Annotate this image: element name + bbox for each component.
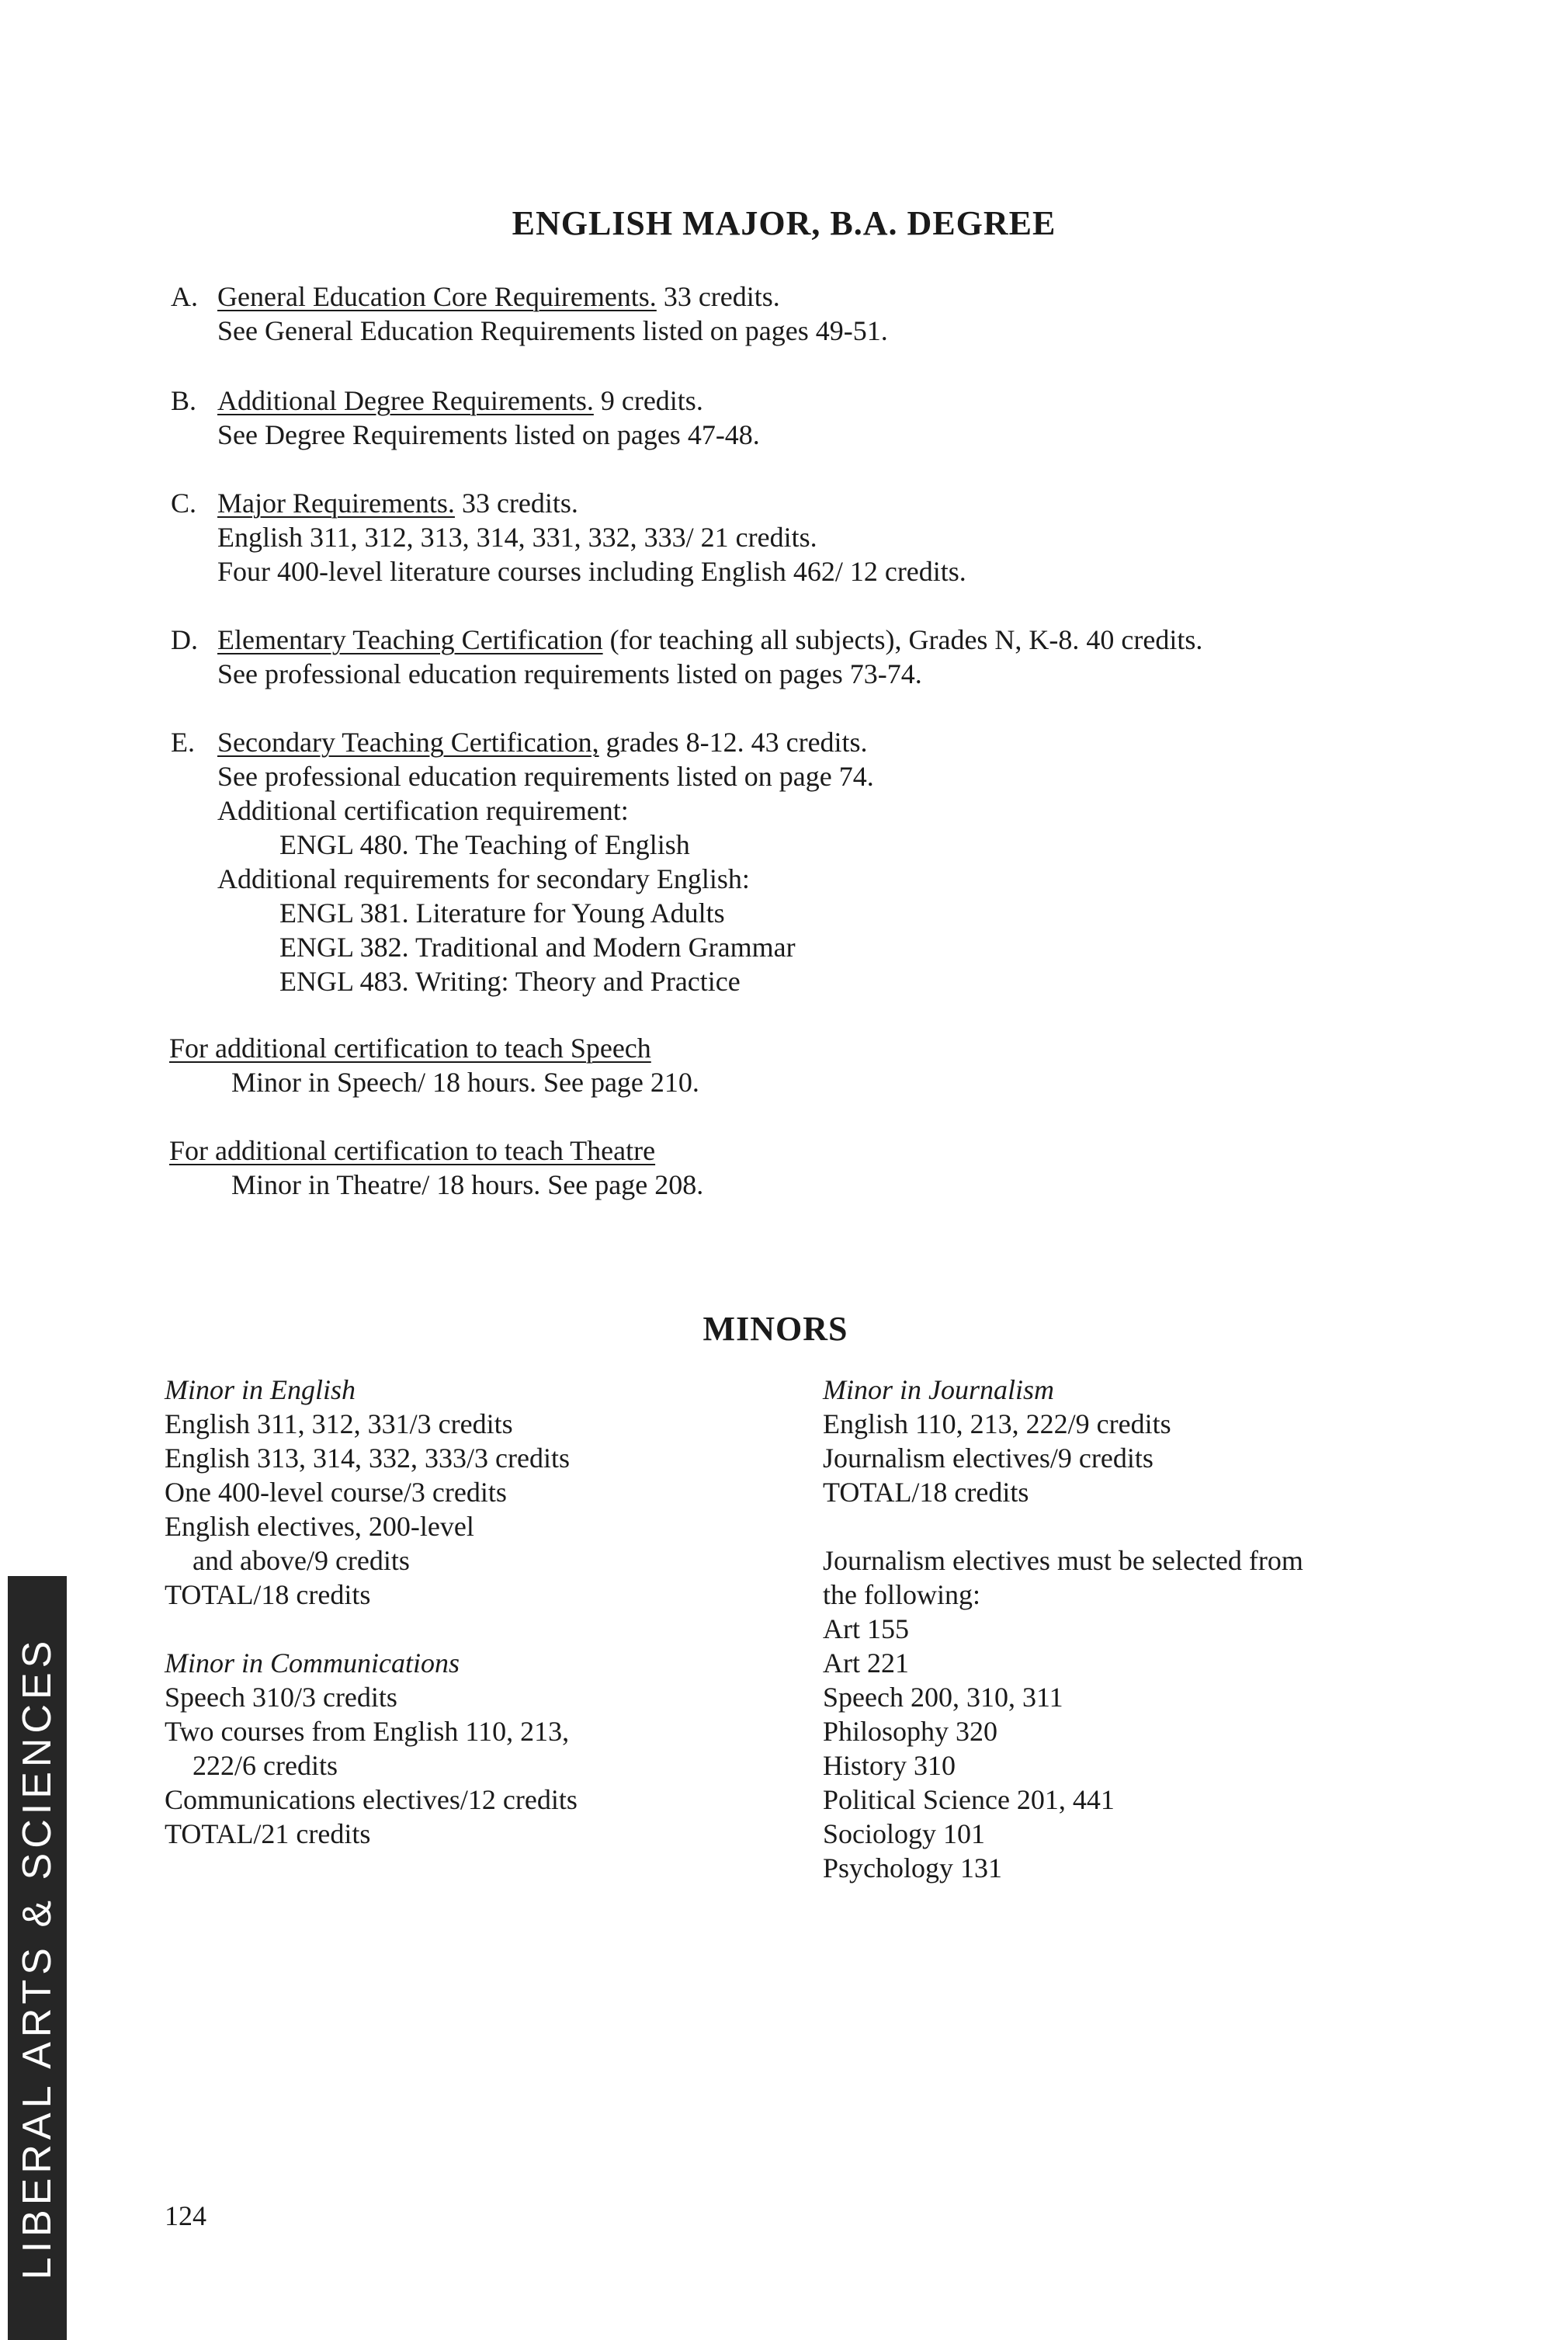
sidebar-label: LIBERAL ARTS & SCIENCES — [15, 1636, 60, 2280]
section-heading: Elementary Teaching Certification — [217, 624, 603, 655]
section-heading-rest: (for teaching all subjects), Grades N, K-8. 40 credits. — [602, 624, 1203, 655]
course-line: ENGL 483. Writing: Theory and Practice — [279, 966, 741, 997]
minors-title: MINORS — [702, 1310, 848, 1348]
course-line: ENGL 480. The Teaching of English — [279, 829, 690, 860]
section-letter: A. — [171, 281, 198, 312]
certification-heading: For additional certification to teach Speech — [169, 1033, 651, 1064]
minor-line: and above/9 credits — [193, 1545, 410, 1576]
elective-item: Art 221 — [823, 1647, 909, 1679]
minor-title: Minor in English — [165, 1374, 356, 1405]
section-letter: B. — [171, 385, 197, 416]
section-letter: D. — [171, 624, 198, 655]
elective-item: Political Science 201, 441 — [823, 1784, 1115, 1815]
section-heading: Additional Degree Requirements. — [217, 385, 594, 416]
certification-line: Minor in Theatre/ 18 hours. See page 208. — [231, 1169, 704, 1200]
section-heading: Major Requirements. — [217, 488, 455, 519]
minor-line: Communications electives/12 credits — [165, 1784, 578, 1815]
minors-left-column — [165, 1373, 578, 1851]
course-line: ENGL 382. Traditional and Modern Grammar — [279, 932, 796, 963]
minor-total: TOTAL/18 credits — [823, 1477, 1029, 1508]
section-heading-rest: 33 credits. — [454, 488, 578, 519]
minor-line: English 313, 314, 332, 333/3 credits — [165, 1443, 570, 1474]
section-heading-rest: 33 credits. — [656, 281, 780, 312]
section-heading: General Education Core Requirements. — [217, 281, 657, 312]
minor-line: English 110, 213, 222/9 credits — [823, 1408, 1171, 1439]
section-letter: C. — [171, 488, 197, 519]
section-line: See professional education requirements listed on pages 73-74. — [217, 658, 922, 689]
section-sidebar-tab — [8, 1576, 67, 2340]
electives-intro: Journalism electives must be selected from — [823, 1545, 1303, 1576]
section-c — [171, 486, 966, 588]
section-line: See Degree Requirements listed on pages 47-48. — [217, 419, 760, 450]
minor-line: Two courses from English 110, 213, — [165, 1716, 570, 1747]
elective-item: Psychology 131 — [823, 1852, 1003, 1883]
section-b — [171, 384, 760, 452]
certification-speech — [169, 1031, 699, 1099]
minor-line: Journalism electives/9 credits — [823, 1443, 1153, 1474]
elective-item: Philosophy 320 — [823, 1716, 998, 1747]
minor-line: Speech 310/3 credits — [165, 1682, 397, 1713]
minor-title: Minor in Journalism — [823, 1374, 1055, 1405]
section-d — [171, 623, 1202, 691]
section-line: Four 400-level literature courses including English 462/ 12 credits. — [217, 556, 966, 587]
certification-line: Minor in Speech/ 18 hours. See page 210. — [231, 1067, 699, 1098]
minor-total: TOTAL/18 credits — [165, 1579, 371, 1610]
page-number: 124 — [165, 2200, 206, 2231]
minor-line: 222/6 credits — [193, 1750, 338, 1781]
section-line: See General Education Requirements listed on pages 49-51. — [217, 315, 888, 346]
section-heading: Secondary Teaching Certification, — [217, 727, 599, 758]
certification-heading: For additional certification to teach Theatre — [169, 1135, 656, 1166]
section-letter: E. — [171, 727, 195, 758]
section-heading-rest: grades 8-12. 43 credits. — [598, 727, 868, 758]
section-line: See professional education requirements listed on page 74. — [217, 761, 874, 792]
minor-line: English electives, 200-level — [165, 1511, 474, 1542]
minor-title: Minor in Communications — [165, 1647, 460, 1679]
section-a — [171, 279, 888, 348]
certification-theatre — [169, 1134, 703, 1202]
minor-line: English 311, 312, 331/3 credits — [165, 1408, 513, 1439]
elective-item: Art 155 — [823, 1613, 909, 1644]
section-heading-rest: 9 credits. — [593, 385, 703, 416]
section-line: Additional certification requirement: — [217, 795, 629, 826]
minors-right-column — [823, 1373, 1303, 1885]
section-e — [171, 725, 874, 998]
elective-item: Speech 200, 310, 311 — [823, 1682, 1063, 1713]
minor-total: TOTAL/21 credits — [165, 1818, 371, 1849]
elective-item: Sociology 101 — [823, 1818, 986, 1849]
course-line: ENGL 381. Literature for Young Adults — [279, 897, 725, 929]
section-line: Additional requirements for secondary English: — [217, 863, 750, 894]
elective-item: History 310 — [823, 1750, 956, 1781]
electives-intro: the following: — [823, 1579, 980, 1610]
section-line: English 311, 312, 313, 314, 331, 332, 333/ 21 credits. — [217, 522, 817, 553]
page-title: ENGLISH MAJOR, B.A. DEGREE — [512, 204, 1056, 242]
minor-line: One 400-level course/3 credits — [165, 1477, 507, 1508]
